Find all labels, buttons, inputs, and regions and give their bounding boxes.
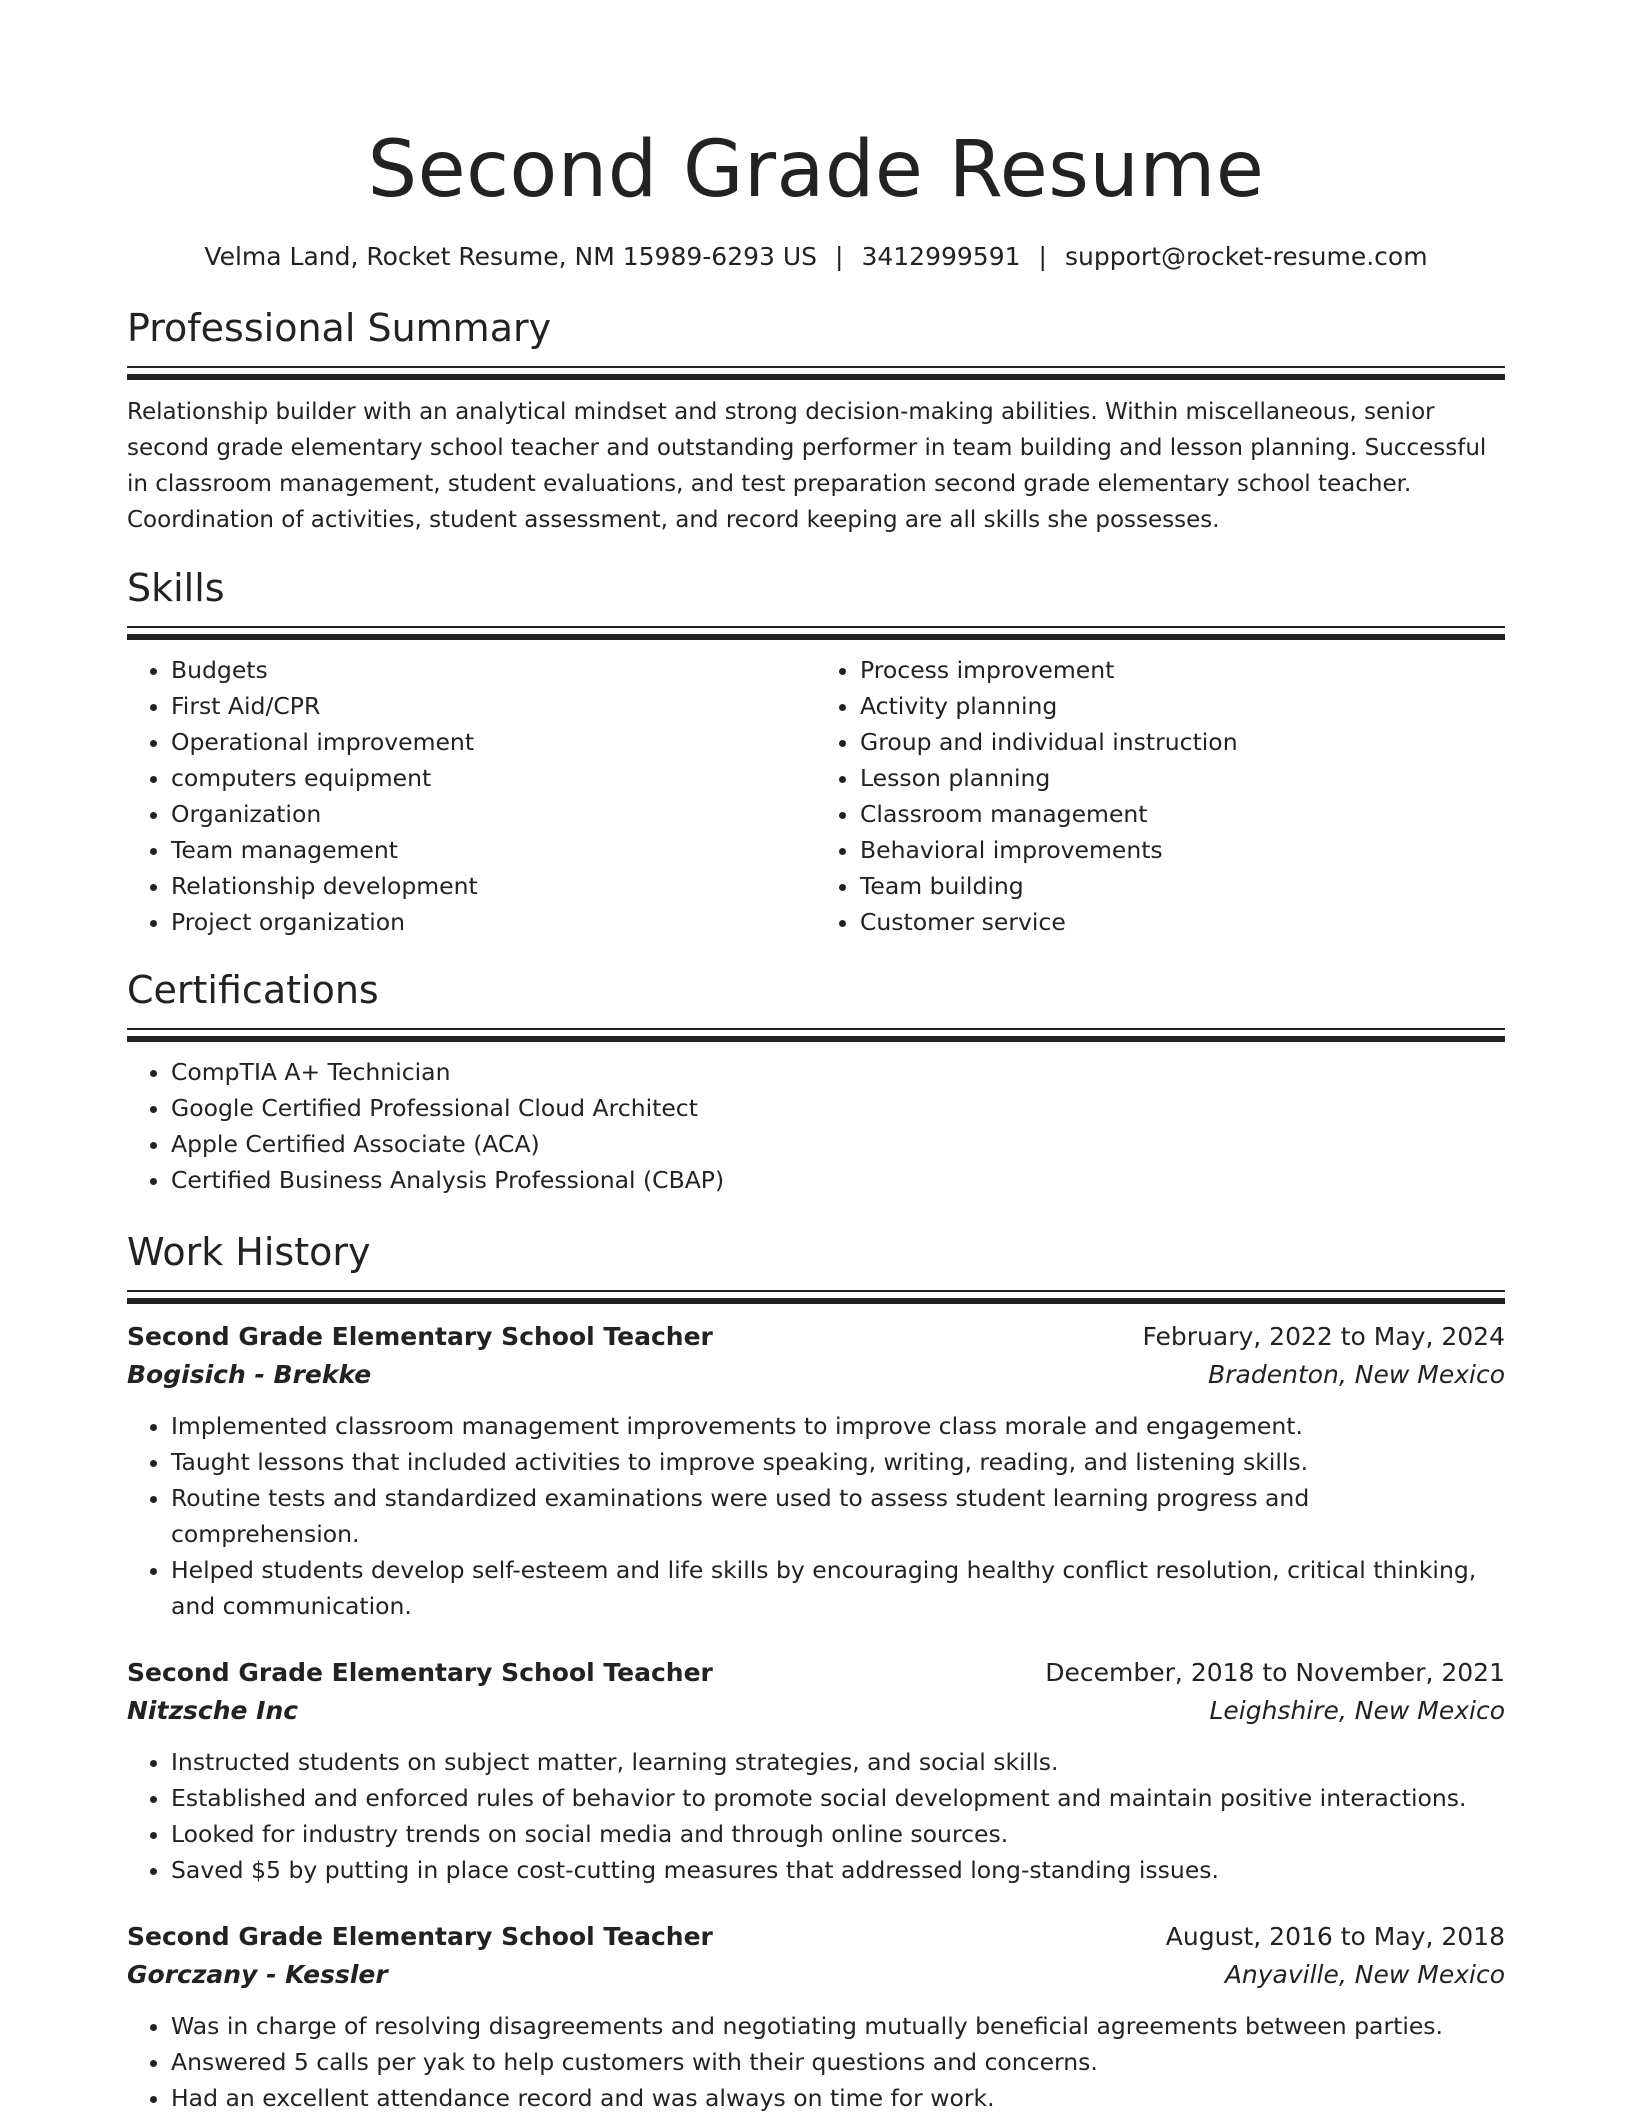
job-title: Second Grade Elementary School Teacher xyxy=(127,1322,713,1351)
job-subheader xyxy=(127,1692,1505,1730)
list-item: • Project organization xyxy=(171,904,816,940)
list-item: • Process improvement xyxy=(860,652,1505,688)
skills-list-right xyxy=(816,652,1505,940)
section-divider xyxy=(127,1028,1505,1042)
job-title: Second Grade Elementary School Teacher xyxy=(127,1658,713,1687)
list-item: • Activity planning xyxy=(860,688,1505,724)
list-item: • Saved $5 by putting in place cost-cutting measures that addressed long-standing issues. xyxy=(171,1852,1505,1888)
job-title: Second Grade Elementary School Teacher xyxy=(127,1922,713,1951)
list-item: • CompTIA A+ Technician xyxy=(171,1054,1505,1090)
certifications-section xyxy=(127,966,1505,1198)
list-item: • Team building xyxy=(860,868,1505,904)
job-company: Gorczany - Kessler xyxy=(127,1960,388,1989)
contact-phone: 3412999591 xyxy=(861,242,1021,271)
work-history-section xyxy=(127,1228,1505,2116)
skills-list-left xyxy=(127,652,816,940)
list-item: • Implemented classroom management improvements to improve class morale and engagement. xyxy=(171,1408,1505,1444)
job-bullets xyxy=(127,1744,1505,1888)
summary-text: Relationship builder with an analytical mindset and strong decision-making abilities. Within miscellaneous, senior second grade elementary school teacher and outstanding performer in team building and lesson planning. Successful in classroom management, student evaluations, and test preparation second grade elementary school teacher. Coordination of activities, student assessment, and record keeping are all skills she possesses. xyxy=(127,399,1487,533)
list-item: • Routine tests and standardized examinations were used to assess student learning progress and comprehension. xyxy=(171,1480,1505,1552)
job-entry xyxy=(127,1918,1505,2116)
resume-title: Second Grade Resume xyxy=(367,125,1265,215)
job-subheader xyxy=(127,1356,1505,1394)
list-item: • Apple Certified Associate (ACA) xyxy=(171,1126,1505,1162)
job-location: Bradenton, New Mexico xyxy=(1208,1360,1505,1389)
list-item: • computers equipment xyxy=(171,760,816,796)
list-item: • First Aid/CPR xyxy=(171,688,816,724)
job-dates: February, 2022 to May, 2024 xyxy=(1142,1322,1505,1351)
list-item: • Group and individual instruction xyxy=(860,724,1505,760)
job-location: Leighshire, New Mexico xyxy=(1209,1696,1505,1725)
skills-section xyxy=(127,564,1505,940)
certifications-list xyxy=(127,1054,1505,1198)
list-item: • Customer service xyxy=(860,904,1505,940)
list-item: • Budgets xyxy=(171,652,816,688)
contact-separator: | xyxy=(1038,242,1047,271)
section-divider xyxy=(127,626,1505,640)
list-item: • Classroom management xyxy=(860,796,1505,832)
job-header xyxy=(127,1654,1505,1692)
list-item: • Answered 5 calls per yak to help customers with their questions and concerns. xyxy=(171,2044,1505,2080)
job-entry xyxy=(127,1318,1505,1624)
list-item: • Looked for industry trends on social media and through online sources. xyxy=(171,1816,1505,1852)
section-divider xyxy=(127,1290,1505,1304)
job-company: Bogisich - Brekke xyxy=(127,1360,372,1389)
job-dates: August, 2016 to May, 2018 xyxy=(1165,1922,1505,1951)
summary-section xyxy=(127,304,1505,538)
certifications-heading: Certifications xyxy=(127,968,379,1012)
section-divider xyxy=(127,366,1505,380)
list-item: • Team management xyxy=(171,832,816,868)
list-item: • Instructed students on subject matter, learning strategies, and social skills. xyxy=(171,1744,1505,1780)
work-history-heading: Work History xyxy=(127,1230,371,1274)
job-entry xyxy=(127,1654,1505,1888)
list-item: • Google Certified Professional Cloud Architect xyxy=(171,1090,1505,1126)
contact-address: Velma Land, Rocket Resume, NM 15989-6293 US xyxy=(204,242,818,271)
contact-line xyxy=(127,240,1505,274)
summary-heading: Professional Summary xyxy=(127,306,552,350)
job-company: Nitzsche Inc xyxy=(127,1696,299,1725)
list-item: • Behavioral improvements xyxy=(860,832,1505,868)
list-item: • Relationship development xyxy=(171,868,816,904)
skills-heading: Skills xyxy=(127,566,225,610)
job-header xyxy=(127,1318,1505,1356)
job-location: Anyaville, New Mexico xyxy=(1224,1960,1505,1989)
list-item: • Established and enforced rules of behavior to promote social development and maintain positive interactions. xyxy=(171,1780,1505,1816)
job-subheader xyxy=(127,1956,1505,1994)
job-bullets xyxy=(127,2008,1505,2116)
list-item: • Operational improvement xyxy=(171,724,816,760)
list-item: • Was in charge of resolving disagreements and negotiating mutually beneficial agreements between parties. xyxy=(171,2008,1505,2044)
job-dates: December, 2018 to November, 2021 xyxy=(1045,1658,1505,1687)
list-item: • Organization xyxy=(171,796,816,832)
list-item: • Lesson planning xyxy=(860,760,1505,796)
list-item: • Helped students develop self-esteem and life skills by encouraging healthy conflict resolution, critical thinking, and communication. xyxy=(171,1552,1505,1624)
list-item: • Taught lessons that included activities to improve speaking, writing, reading, and listening skills. xyxy=(171,1444,1505,1480)
job-bullets xyxy=(127,1408,1505,1624)
skills-columns xyxy=(127,652,1505,940)
list-item: • Certified Business Analysis Professional (CBAP) xyxy=(171,1162,1505,1198)
job-header xyxy=(127,1918,1505,1956)
contact-separator: | xyxy=(835,242,844,271)
contact-email[interactable]: support@rocket-resume.com xyxy=(1064,242,1428,271)
list-item: • Had an excellent attendance record and was always on time for work. xyxy=(171,2080,1505,2116)
